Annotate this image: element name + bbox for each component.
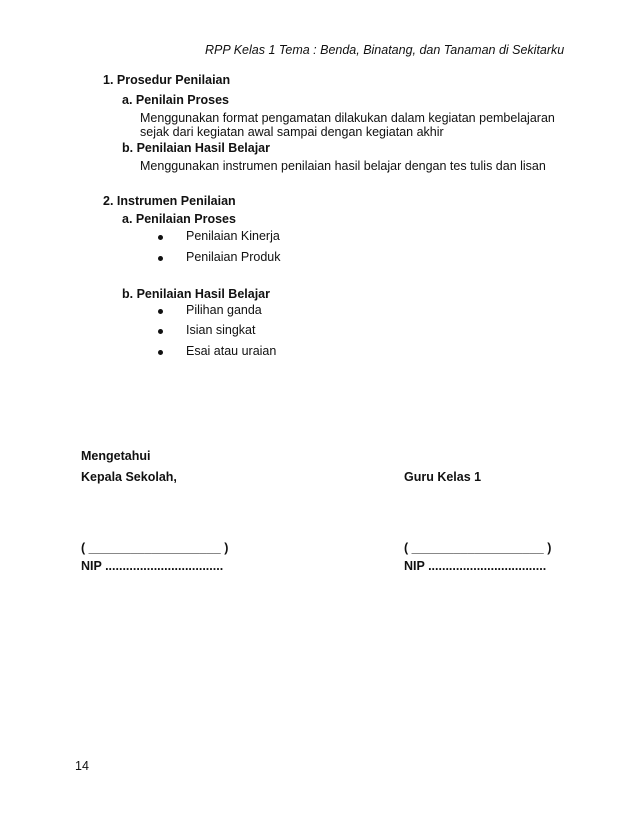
bullet-icon <box>158 350 163 355</box>
page-header: RPP Kelas 1 Tema : Benda, Binatang, dan Tanaman di Sekitarku <box>205 43 565 57</box>
section-1a-text-line-1: Menggunakan format pengamatan dilakukan dalam kegiatan pembelajaran <box>140 111 555 125</box>
headmaster-name-line: ( ___________________ ) <box>81 541 229 555</box>
section-1b-title: b. Penilaian Hasil Belajar <box>122 141 270 155</box>
bullet-icon <box>158 256 163 261</box>
teacher-role: Guru Kelas 1 <box>404 470 482 484</box>
list-item: Penilaian Produk <box>186 250 281 264</box>
section-2-title: 2. Instrumen Penilaian <box>103 194 236 208</box>
teacher-name-line: ( ___________________ ) <box>404 541 552 555</box>
list-item: Penilaian Kinerja <box>186 229 280 243</box>
section-2a-title: a. Penilaian Proses <box>122 212 236 226</box>
section-1a-title: a. Penilain Proses <box>122 93 229 107</box>
list-item: Esai atau uraian <box>186 344 277 358</box>
section-1b-text: Menggunakan instrumen penilaian hasil belajar dengan tes tulis dan lisan <box>140 159 546 173</box>
headmaster-nip: NIP .................................. <box>81 559 224 573</box>
section-2b-title: b. Penilaian Hasil Belajar <box>122 287 270 301</box>
teacher-nip: NIP .................................. <box>404 559 547 573</box>
mengetahui-label: Mengetahui <box>81 449 151 463</box>
list-item: Isian singkat <box>186 323 256 337</box>
bullet-icon <box>158 235 163 240</box>
bullet-icon <box>158 329 163 334</box>
section-1-title: 1. Prosedur Penilaian <box>103 73 231 87</box>
page-number: 14 <box>75 759 89 773</box>
section-1a-text-line-2: sejak dari kegiatan awal sampai dengan kegiatan akhir <box>140 125 444 139</box>
list-item: Pilihan ganda <box>186 303 262 317</box>
headmaster-role: Kepala Sekolah, <box>81 470 177 484</box>
bullet-icon <box>158 309 163 314</box>
